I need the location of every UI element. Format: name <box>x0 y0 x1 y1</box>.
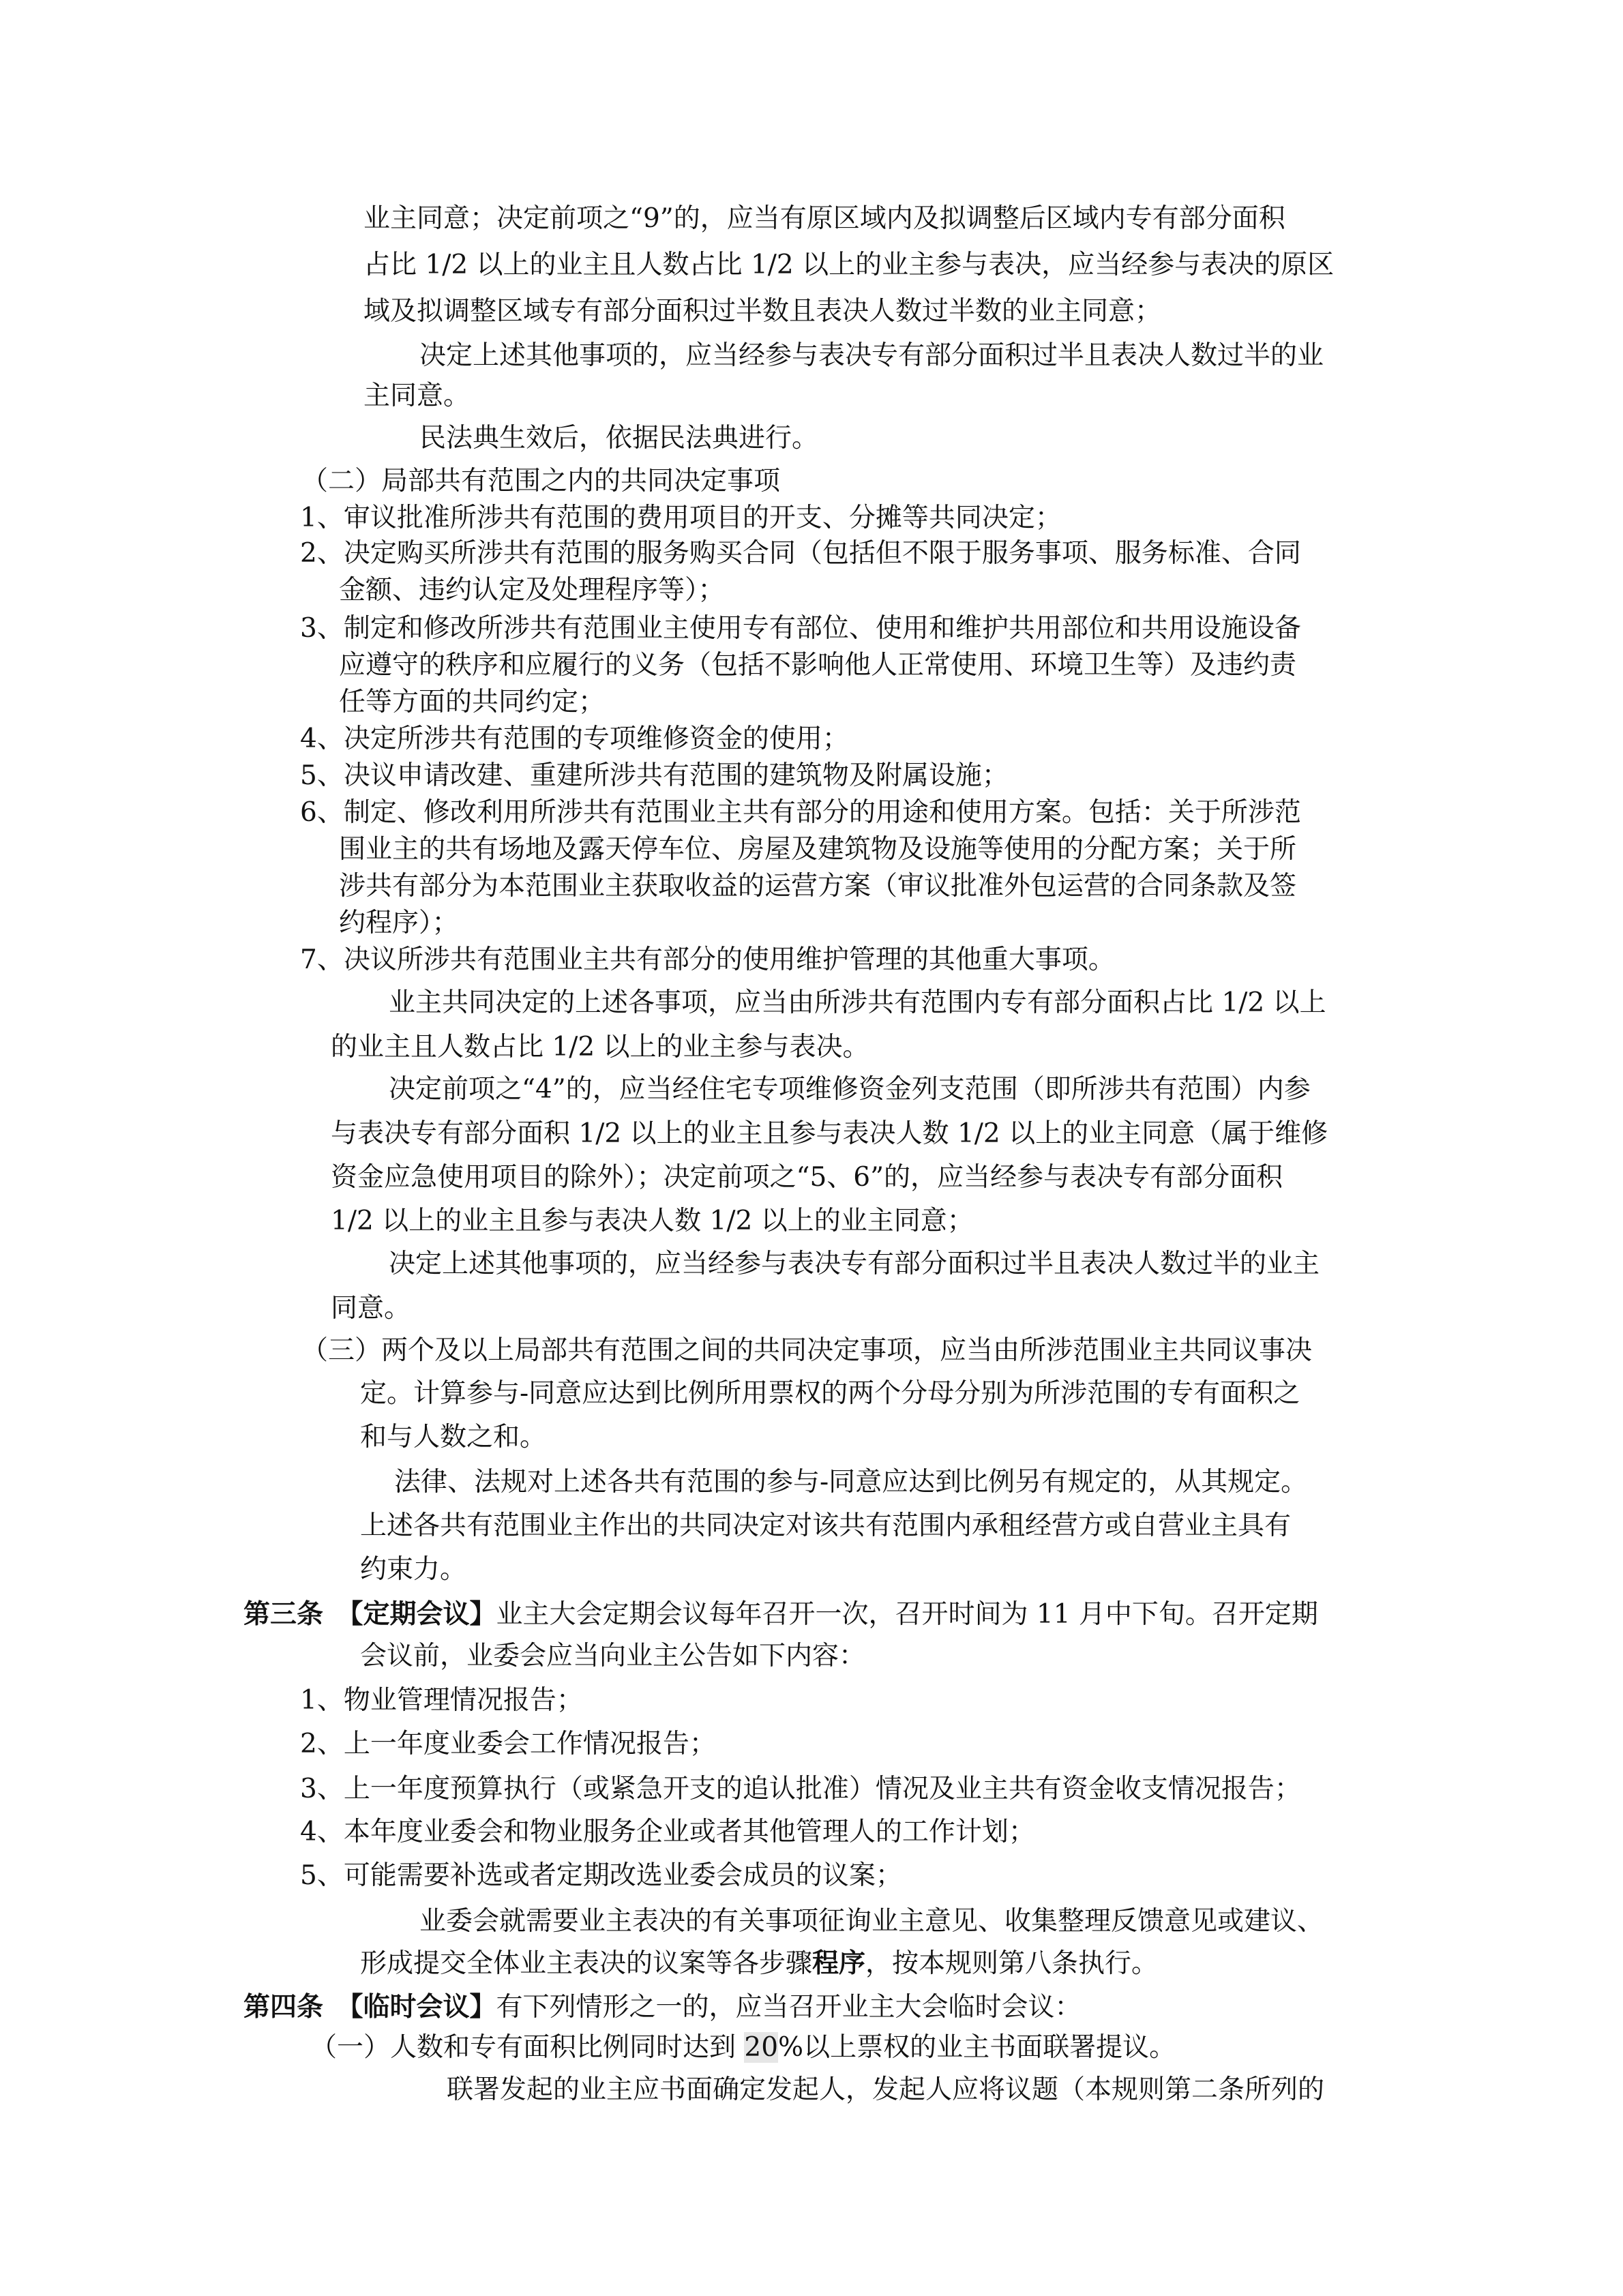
list-item-continuation: 围业主的共有场地及露天停车位、房屋及建筑物及设施等使用的分配方案；关于所 <box>339 834 1297 865</box>
note-text: 形成提交全体业主表决的议案等各步骤 <box>360 1948 813 1979</box>
article-4-text: 有下列情形之一的，应当召开业主大会临时会议： <box>496 1992 1082 2023</box>
article-3-label: 第三条 【定期会议】 <box>243 1598 496 1630</box>
section-heading: （二）局部共有范围之内的共同决定事项 <box>301 466 781 496</box>
text-line: 与表决专有部分面积 1/2 以上的业主且参与表决人数 1/2 以上的业主同意（属于维修 <box>331 1118 1328 1149</box>
text-line <box>360 1944 1158 1983</box>
list-item <box>310 2029 1176 2067</box>
text-line: 决定前项之“4”的，应当经住宅专项维修资金列支范围（即所涉共有范围）内参 <box>389 1074 1311 1105</box>
text-line: 的业主且人数占比 1/2 以上的业主参与表决。 <box>331 1032 869 1062</box>
list-item: 4、决定所涉共有范围的专项维修资金的使用； <box>300 724 849 754</box>
text-line: 资金应急使用项目的除外）；决定前项之“5、6”的，应当经参与表决专有部分面积 <box>331 1162 1283 1193</box>
text-line: 主同意。 <box>363 381 471 411</box>
article-3-text: 业主大会定期会议每年召开一次，召开时间为 11 月中下旬。召开定期 <box>496 1599 1318 1630</box>
list-item: 1、物业管理情况报告； <box>300 1685 583 1716</box>
text-line: 联署发起的业主应书面确定发起人，发起人应将议题（本规则第二条所列的 <box>447 2074 1325 2105</box>
list-item: 3、上一年度预算执行（或紧急开支的追认批准）情况及业主共有资金收支情况报告； <box>300 1774 1301 1804</box>
section-heading: （三）两个及以上局部共有范围之间的共同决定事项，应当由所涉范围业主共同议事决 <box>301 1335 1313 1366</box>
list-item-continuation: 涉共有部分为本范围业主获取收益的运营方案（审议批准外包运营的合同条款及签 <box>339 871 1297 901</box>
highlighted-number: 20 <box>744 2032 779 2063</box>
item-text: （一）人数和专有面积比例同时达到 <box>310 2032 745 2063</box>
text-line: 定。计算参与-同意应达到比例所用票权的两个分母分别为所涉范围的专有面积之 <box>360 1378 1300 1409</box>
text-line: 1/2 以上的业主且参与表决人数 1/2 以上的业主同意； <box>331 1206 974 1236</box>
list-item: 3、制定和修改所涉共有范围业主使用专有部位、使用和维护共用部位和共用设施设备 <box>300 613 1301 644</box>
text-line: 决定上述其他事项的，应当经参与表决专有部分面积过半且表决人数过半的业 <box>419 340 1324 371</box>
list-item-continuation: 应遵守的秩序和应履行的义务（包括不影响他人正常使用、环境卫生等）及违约责 <box>339 650 1297 681</box>
article-3-line <box>243 1595 1318 1634</box>
text-line: 业委会就需要业主表决的有关事项征询业主意见、收集整理反馈意见或建议、 <box>419 1906 1324 1937</box>
article-4-label: 第四条 【临时会议】 <box>243 1991 496 2023</box>
article-4-line <box>243 1988 1082 2027</box>
list-item: 2、决定购买所涉共有范围的服务购买合同（包括但不限于服务事项、服务标准、合同 <box>300 538 1301 569</box>
text-line: 业主共同决定的上述各事项，应当由所涉共有范围内专有部分面积占比 1/2 以上 <box>389 987 1326 1018</box>
text-line: 决定上述其他事项的，应当经参与表决专有部分面积过半且表决人数过半的业主 <box>389 1249 1320 1279</box>
text-line: 会议前，业委会应当向业主公告如下内容： <box>360 1641 866 1671</box>
text-line: 和与人数之和。 <box>360 1422 547 1452</box>
note-emphasis: 程序 <box>812 1948 866 1979</box>
text-line: 业主同意；决定前项之“9”的，应当有原区域内及拟调整后区域内专有部分面积 <box>363 203 1285 234</box>
list-item: 4、本年度业委会和物业服务企业或者其他管理人的工作计划； <box>300 1817 1035 1847</box>
note-text: ，按本规则第八条执行。 <box>865 1948 1159 1979</box>
list-item-continuation: 任等方面的共同约定； <box>339 687 606 717</box>
text-line: 约束力。 <box>360 1554 467 1585</box>
list-item: 7、决议所涉共有范围业主共有部分的使用维护管理的其他重大事项。 <box>300 944 1115 975</box>
list-item: 5、决议申请改建、重建所涉共有范围的建筑物及附属设施； <box>300 760 1009 791</box>
text-line: 域及拟调整区域专有部分面积过半数且表决人数过半数的业主同意； <box>363 296 1162 327</box>
list-item: 6、制定、修改利用所涉共有范围业主共有部分的用途和使用方案。包括：关于所涉范 <box>300 797 1301 828</box>
text-line: 民法典生效后，依据民法典进行。 <box>419 423 819 453</box>
text-line: 同意。 <box>331 1293 411 1324</box>
item-text: %以上票权的业主书面联署提议。 <box>778 2032 1176 2063</box>
text-line: 上述各共有范围业主作出的共同决定对该共有范围内承租经营方或自营业主具有 <box>360 1510 1292 1541</box>
list-item: 1、审议批准所涉共有范围的费用项目的开支、分摊等共同决定； <box>300 503 1062 533</box>
list-item-continuation: 金额、违约认定及处理程序等）； <box>339 575 725 606</box>
text-line: 法律、法规对上述各共有范围的参与-同意应达到比例另有规定的，从其规定。 <box>394 1467 1308 1497</box>
list-item: 2、上一年度业委会工作情况报告； <box>300 1729 716 1759</box>
list-item: 5、可能需要补选或者定期改选业委会成员的议案； <box>300 1860 902 1891</box>
text-line: 占比 1/2 以上的业主且人数占比 1/2 以上的业主参与表决，应当经参与表决的原区 <box>363 250 1335 280</box>
list-item-continuation: 约程序）； <box>339 908 459 938</box>
